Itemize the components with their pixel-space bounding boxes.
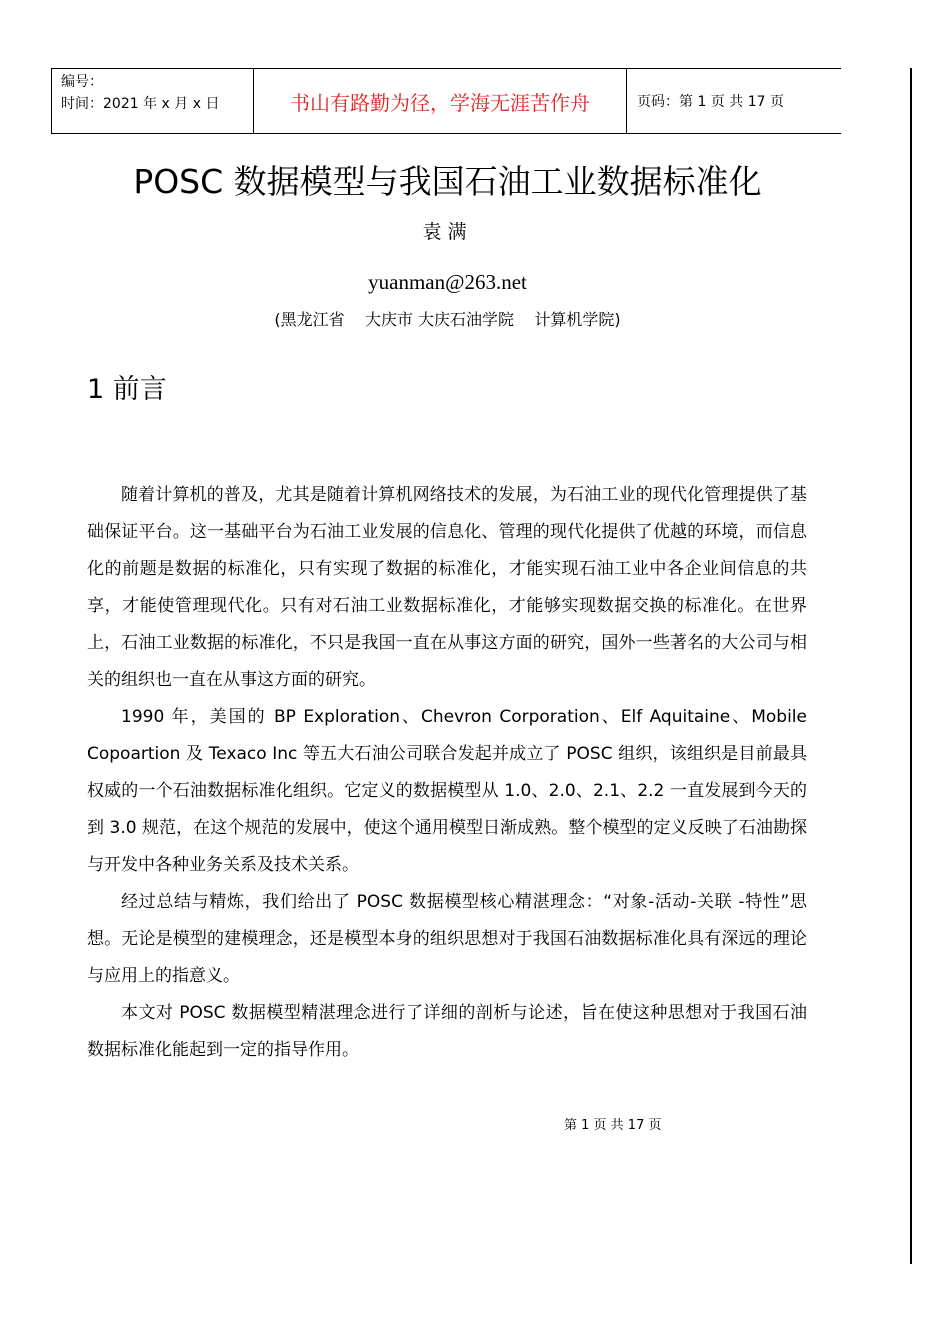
motto-text: 书山有路勤为径，学海无涯苦作舟	[290, 90, 590, 115]
paragraph: 本文对 POSC 数据模型精湛理念进行了详细的剖析与论述，旨在使这种思想对于我国石油数据标准化能起到一定的指导作用。	[87, 1003, 807, 1060]
body-text	[87, 477, 807, 1069]
author-affiliation: (黑龙江省 大庆市 大庆石油学院 计算机学院)	[274, 310, 621, 329]
author-email: yuanman@263.net	[368, 270, 527, 294]
paragraph: 1990 年，美国的 BP Exploration、Chevron Corporation、Elf Aquitaine、Mobile Copoartion 及 Texaco Inc 等五大石油公司联合发起并成立了 POSC 组织，该组织是目前最具权威的一个石油数据标准化组织。它定义的数据模型从 1.0、2.0、2.1、2.2 一直发展到今天的到 3.0 规范，在这个规范的发展中，使这个通用模型日渐成熟。整个模型的定义反映了石油勘探与开发中各种业务关系及技术关系。	[87, 707, 807, 875]
page-info-cell	[627, 69, 841, 133]
document-title: POSC 数据模型与我国石油工业数据标准化	[133, 162, 762, 201]
header-table	[51, 68, 841, 134]
motto-cell	[254, 69, 627, 133]
page-footer: 第 1 页 共 17 页	[564, 1118, 662, 1133]
paragraph: 经过总结与精炼，我们给出了 POSC 数据模型核心精湛理念：“对象-活动-关联 -特性”思想。无论是模型的建模理念，还是模型本身的组织思想对于我国石油数据标准化具有深远的理论与应用上的指意义。	[87, 892, 807, 986]
number-label: 编号：	[61, 74, 103, 90]
header-meta-cell	[52, 69, 254, 133]
author-name: 袁满	[422, 221, 473, 243]
paragraph: 随着计算机的普及，尤其是随着计算机网络技术的发展，为石油工业的现代化管理提供了基础保证平台。这一基础平台为石油工业发展的信息化、管理的现代化提供了优越的环境，而信息化的前题是数据的标准化，只有实现了数据的标准化，才能实现石油工业中各企业间信息的共享，才能使管理现代化。只有对石油工业数据标准化，才能够实现数据交换的标准化。在世界上，石油工业数据的标准化，不只是我国一直在从事这方面的研究，国外一些著名的大公司与相关的组织也一直在从事这方面的研究。	[87, 485, 807, 690]
page-info-text: 页码：第 1 页 共 17 页	[637, 94, 784, 110]
right-margin-rule	[910, 68, 912, 1264]
date-label: 时间：2021 年 x 月 x 日	[61, 96, 220, 112]
section-heading: 1 前言	[87, 374, 167, 405]
